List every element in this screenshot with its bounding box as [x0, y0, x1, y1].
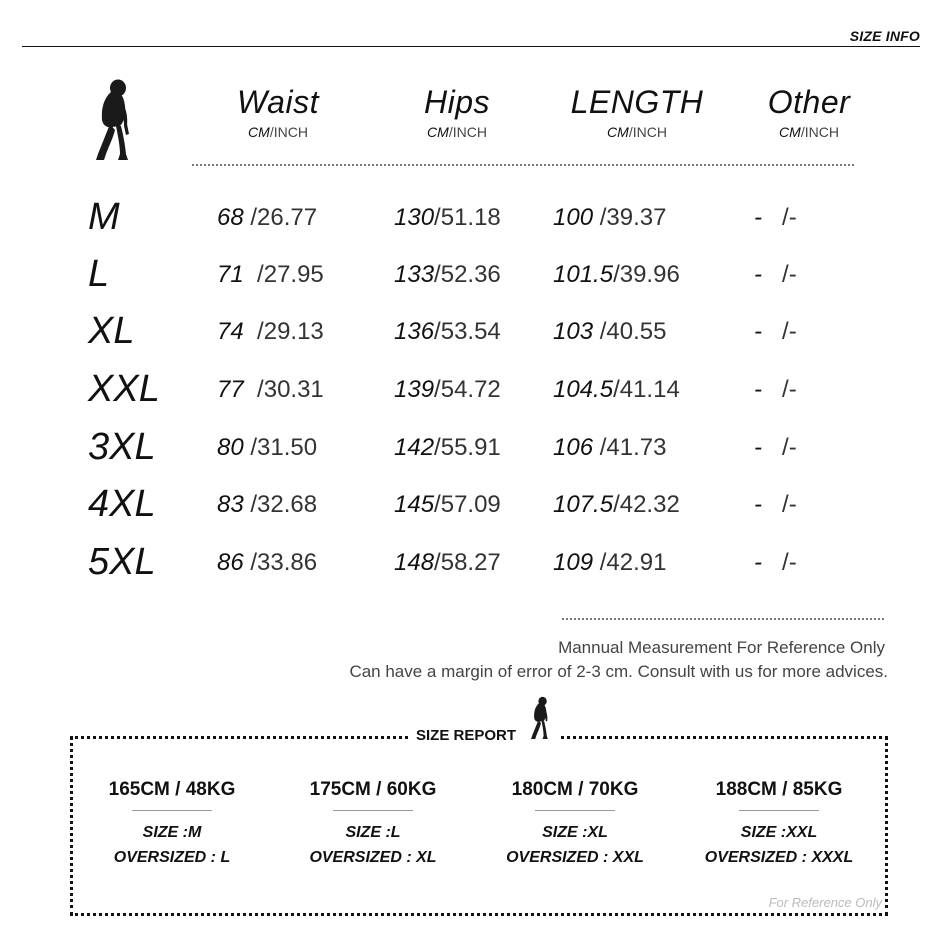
cm-value: 136	[394, 318, 435, 345]
table-row	[0, 481, 950, 531]
oversized-size: OVERSIZED : XL	[309, 849, 437, 866]
oversized-size: OVERSIZED : XXL	[506, 849, 644, 866]
entry-divider	[132, 810, 212, 811]
oversized-size: OVERSIZED : L	[113, 849, 231, 866]
value-separator: /	[613, 491, 620, 518]
recommended-size: SIZE :M	[142, 824, 202, 841]
unit-inch: INCH	[452, 124, 487, 140]
value-separator: /	[434, 261, 441, 288]
cm-value: 133	[394, 261, 435, 288]
value-separator: /	[613, 261, 620, 288]
inch-value: 52.36	[440, 261, 501, 288]
value-separator: /	[782, 261, 789, 288]
inch-value: -	[788, 204, 797, 231]
inch-value: 42.32	[619, 491, 680, 518]
value-separator: /	[257, 376, 264, 403]
waist-cell	[217, 491, 317, 519]
cm-value: 107.5	[553, 491, 614, 518]
column-title: LENGTH	[570, 84, 704, 120]
recommended-size: SIZE :XL	[542, 824, 608, 841]
cm-value: 130	[394, 204, 435, 231]
column-header-hips	[367, 84, 547, 140]
waist-cell	[217, 261, 324, 289]
cm-value: 109	[553, 549, 594, 576]
cm-value: -	[754, 318, 762, 345]
reference-footnote: For Reference Only	[768, 895, 882, 910]
recommended-size: SIZE :XXL	[740, 824, 818, 841]
value-separator: /	[782, 204, 789, 231]
waist-cell	[217, 318, 324, 346]
measurement-note: Mannual Measurement For Reference Only	[558, 638, 885, 657]
inch-value: -	[788, 434, 797, 461]
column-title: Hips	[423, 84, 490, 120]
value-separator: /	[250, 204, 258, 231]
value-separator: /	[434, 549, 441, 576]
hips-cell	[394, 261, 501, 289]
waist-cell	[217, 549, 317, 577]
waist-cell	[217, 204, 317, 232]
inch-value: 39.96	[619, 261, 680, 288]
value-separator: /	[599, 549, 607, 576]
cm-value: 145	[394, 491, 435, 518]
unit-inch: INCH	[632, 124, 667, 140]
table-row	[0, 194, 950, 244]
column-header-waist	[188, 84, 368, 140]
cm-value: 103	[553, 318, 594, 345]
value-separator: /	[250, 491, 258, 518]
value-separator: /	[434, 434, 441, 461]
size-label: 4XL	[88, 483, 156, 525]
inch-value: -	[788, 261, 797, 288]
ape-figure-icon	[94, 78, 136, 162]
hips-cell	[394, 204, 501, 232]
value-separator: /	[599, 318, 607, 345]
unit-cm: CM	[607, 124, 629, 140]
value-separator: /	[250, 434, 258, 461]
size-label: XXL	[88, 368, 160, 410]
inch-value: -	[788, 549, 797, 576]
cm-value: 80	[217, 434, 244, 461]
inch-value: 40.55	[606, 318, 667, 345]
inch-value: 33.86	[257, 549, 318, 576]
table-row	[0, 251, 950, 301]
cm-value: 142	[394, 434, 435, 461]
other-cell	[754, 549, 797, 577]
cm-value: -	[754, 261, 762, 288]
unit-cm: CM	[248, 124, 270, 140]
length-cell	[553, 434, 666, 462]
inch-value: 29.13	[263, 318, 324, 345]
size-report-entry	[74, 778, 270, 868]
size-label: 3XL	[88, 426, 156, 468]
value-separator: /	[782, 434, 789, 461]
column-header-length	[547, 84, 727, 140]
table-row	[0, 366, 950, 416]
column-unit	[367, 124, 547, 140]
waist-cell	[217, 434, 317, 462]
value-separator: /	[434, 491, 441, 518]
size-label: 5XL	[88, 541, 156, 583]
cm-value: 83	[217, 491, 244, 518]
height-weight: 165CM / 48KG	[108, 779, 236, 800]
header-dotted-divider	[192, 164, 854, 166]
value-separator: /	[434, 204, 441, 231]
length-cell	[553, 491, 680, 519]
column-title: Other	[767, 84, 851, 120]
inch-value: 42.91	[606, 549, 667, 576]
unit-separator: /	[800, 124, 805, 140]
inch-value: 30.31	[263, 376, 324, 403]
size-report-title: SIZE REPORT	[416, 727, 517, 744]
ape-figure-icon	[530, 694, 552, 747]
column-title: Waist	[237, 84, 319, 120]
value-separator: /	[782, 491, 789, 518]
unit-inch: INCH	[273, 124, 308, 140]
inch-value: 58.27	[440, 549, 501, 576]
cm-value: 86	[217, 549, 244, 576]
value-separator: /	[257, 318, 264, 345]
unit-cm: CM	[779, 124, 801, 140]
length-cell	[553, 376, 680, 404]
length-cell	[553, 204, 666, 232]
cm-value: 77	[217, 376, 244, 403]
cm-value: -	[754, 491, 762, 518]
table-row	[0, 308, 950, 358]
inch-value: 27.95	[263, 261, 324, 288]
value-separator: /	[599, 434, 607, 461]
other-cell	[754, 376, 797, 404]
table-row	[0, 539, 950, 589]
cm-value: 139	[394, 376, 435, 403]
hips-cell	[394, 549, 501, 577]
cm-value: -	[754, 204, 762, 231]
inch-value: 41.73	[606, 434, 667, 461]
inch-value: 53.54	[440, 318, 501, 345]
size-report-entry	[275, 778, 471, 868]
cm-value: 101.5	[553, 261, 614, 288]
cm-value: -	[754, 434, 762, 461]
other-cell	[754, 434, 797, 462]
column-unit	[547, 124, 727, 140]
cm-value: 71	[217, 261, 244, 288]
inch-value: 31.50	[257, 434, 318, 461]
length-cell	[553, 261, 680, 289]
cm-value: 68	[217, 204, 244, 231]
size-label: XL	[88, 310, 135, 352]
hips-cell	[394, 318, 501, 346]
entry-divider	[739, 810, 819, 811]
size-report-entry	[681, 778, 877, 868]
inch-value: 55.91	[440, 434, 501, 461]
oversized-size: OVERSIZED : XXXL	[704, 849, 854, 866]
hips-cell	[394, 376, 501, 404]
value-separator: /	[250, 549, 258, 576]
size-report-entry	[477, 778, 673, 868]
other-cell	[754, 318, 797, 346]
cm-value: 148	[394, 549, 435, 576]
cm-value: 106	[553, 434, 594, 461]
length-cell	[553, 549, 666, 577]
entry-divider	[333, 810, 413, 811]
unit-separator: /	[269, 124, 274, 140]
inch-value: 51.18	[440, 204, 501, 231]
value-separator: /	[613, 376, 620, 403]
margin-note: Can have a margin of error of 2-3 cm. Consult with us for more advices.	[349, 662, 888, 681]
column-unit	[188, 124, 368, 140]
value-separator: /	[782, 549, 789, 576]
notes-dotted-divider	[562, 618, 884, 620]
inch-value: 41.14	[619, 376, 680, 403]
inch-value: -	[788, 376, 797, 403]
column-unit	[719, 124, 899, 140]
unit-separator: /	[628, 124, 633, 140]
unit-inch: INCH	[804, 124, 839, 140]
inch-value: -	[788, 491, 797, 518]
height-weight: 180CM / 70KG	[511, 779, 639, 800]
unit-separator: /	[448, 124, 453, 140]
value-separator: /	[257, 261, 264, 288]
recommended-size: SIZE :L	[345, 824, 401, 841]
inch-value: -	[788, 318, 797, 345]
table-row	[0, 424, 950, 474]
height-weight: 175CM / 60KG	[309, 779, 437, 800]
value-separator: /	[434, 318, 441, 345]
other-cell	[754, 261, 797, 289]
size-report-header	[408, 694, 560, 750]
inch-value: 57.09	[440, 491, 501, 518]
hips-cell	[394, 491, 501, 519]
size-label: L	[88, 253, 110, 295]
size-label: M	[88, 196, 120, 238]
size-info-title: SIZE INFO	[849, 28, 920, 44]
top-divider	[22, 46, 920, 47]
cm-value: 104.5	[553, 376, 614, 403]
other-cell	[754, 204, 797, 232]
value-separator: /	[434, 376, 441, 403]
cm-value: -	[754, 549, 762, 576]
waist-cell	[217, 376, 324, 404]
value-separator: /	[599, 204, 607, 231]
cm-value: 100	[553, 204, 594, 231]
length-cell	[553, 318, 666, 346]
value-separator: /	[782, 376, 789, 403]
unit-cm: CM	[427, 124, 449, 140]
value-separator: /	[782, 318, 789, 345]
column-header-other	[719, 84, 899, 140]
inch-value: 54.72	[440, 376, 501, 403]
inch-value: 39.37	[606, 204, 667, 231]
other-cell	[754, 491, 797, 519]
cm-value: 74	[217, 318, 244, 345]
entry-divider	[535, 810, 615, 811]
hips-cell	[394, 434, 501, 462]
cm-value: -	[754, 376, 762, 403]
inch-value: 26.77	[257, 204, 318, 231]
inch-value: 32.68	[257, 491, 318, 518]
height-weight: 188CM / 85KG	[715, 779, 843, 800]
